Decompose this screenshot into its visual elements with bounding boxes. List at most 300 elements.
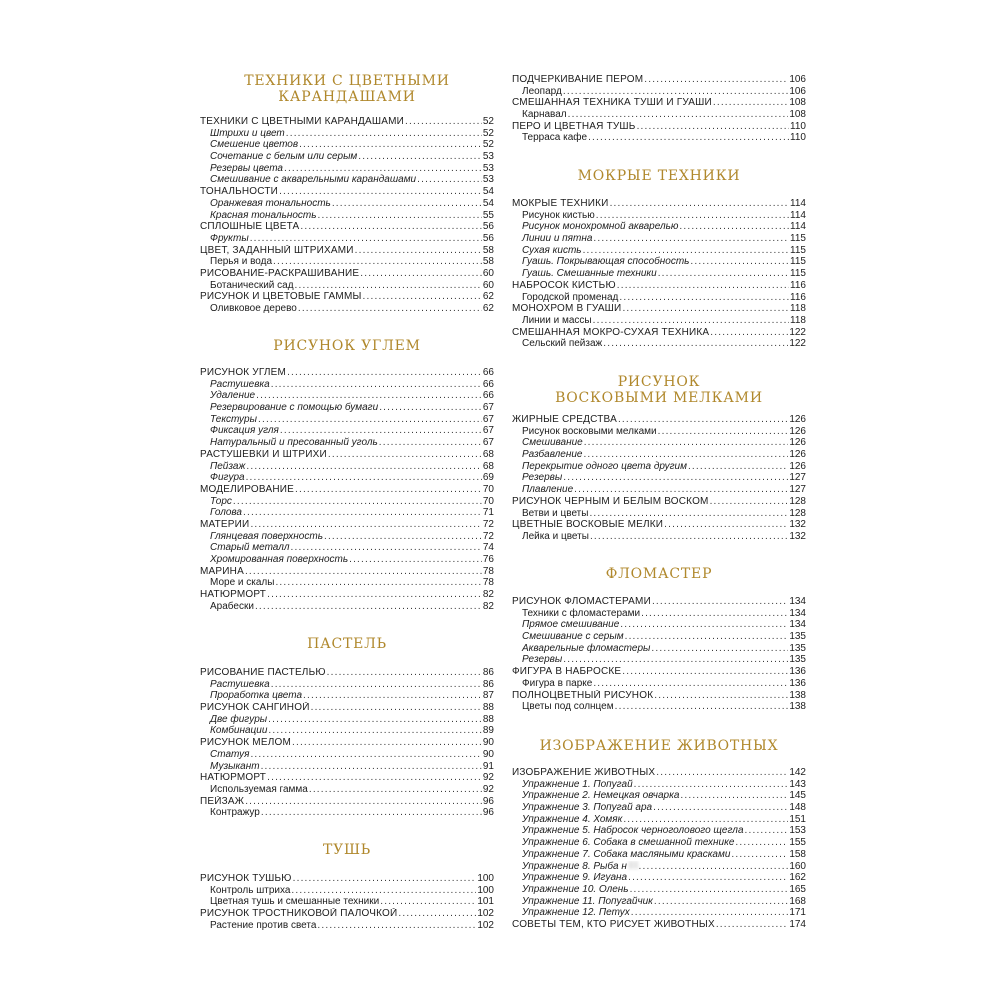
dot-leader bbox=[639, 861, 789, 873]
dot-leader bbox=[658, 268, 789, 280]
toc-entry-page: 138 bbox=[789, 701, 806, 713]
toc-entry[interactable] bbox=[200, 379, 494, 391]
toc-entry-label: Гуашь. Покрывающая способность bbox=[522, 256, 690, 268]
dot-leader bbox=[380, 896, 476, 908]
toc-entry-label: Торс bbox=[210, 495, 232, 507]
toc-entry[interactable] bbox=[512, 508, 806, 520]
toc-entry[interactable] bbox=[200, 796, 494, 808]
toc-entry-label: ТЕХНИКИ С ЦВЕТНЫМИ КАРАНДАШАМИ bbox=[200, 116, 405, 127]
toc-entry[interactable] bbox=[200, 233, 494, 245]
toc-entry-page: 108 bbox=[789, 97, 806, 109]
toc-entry-label: МАТЕРИИ bbox=[200, 518, 250, 530]
toc-entry-label: Смешивание bbox=[522, 437, 583, 449]
toc-entry-page: 70 bbox=[482, 495, 494, 507]
toc-entry[interactable] bbox=[200, 761, 494, 773]
toc-entry-label: Проработка цвета bbox=[210, 690, 303, 702]
dot-leader bbox=[622, 303, 789, 315]
toc-entry-page: 115 bbox=[790, 268, 806, 280]
toc-entry[interactable] bbox=[512, 315, 806, 327]
toc-entry[interactable] bbox=[200, 449, 494, 461]
toc-entry[interactable] bbox=[512, 97, 806, 109]
toc-entry-page: 54 bbox=[482, 186, 494, 198]
toc-entry-label: Резервирование с помощью бумаги bbox=[210, 402, 379, 414]
toc-entry[interactable] bbox=[200, 542, 494, 554]
toc-entry[interactable] bbox=[512, 596, 806, 608]
toc-entry[interactable] bbox=[512, 268, 806, 280]
toc-entry[interactable] bbox=[512, 849, 806, 861]
dot-leader bbox=[275, 577, 481, 589]
toc-entry[interactable] bbox=[200, 390, 494, 402]
toc-entry[interactable] bbox=[200, 198, 494, 210]
toc-entry[interactable] bbox=[512, 802, 806, 814]
dot-leader bbox=[615, 701, 789, 713]
toc-entry[interactable] bbox=[200, 896, 494, 908]
dot-leader bbox=[618, 414, 788, 426]
dot-leader bbox=[735, 837, 788, 849]
toc-entry-page: 143 bbox=[789, 778, 806, 790]
toc-entry[interactable] bbox=[200, 116, 494, 128]
toc-entry-label: Акварельные фломастеры bbox=[522, 642, 651, 654]
dot-leader bbox=[625, 631, 789, 643]
toc-entry[interactable] bbox=[512, 643, 806, 655]
toc-entry[interactable] bbox=[512, 837, 806, 849]
toc-entry-label: Упражнение 5. Набросок черноголового щегла bbox=[522, 825, 744, 837]
toc-entry-label: Упражнение 8. Рыба н bbox=[522, 860, 627, 872]
toc-entry[interactable] bbox=[200, 367, 494, 379]
section-title: ФЛОМАСТЕР bbox=[605, 566, 713, 582]
section-title: ПАСТЕЛЬ bbox=[307, 636, 387, 652]
toc-entry[interactable] bbox=[512, 608, 806, 620]
toc-entry[interactable] bbox=[200, 714, 494, 726]
toc-entry-label: Карнавал bbox=[522, 109, 567, 121]
toc-entry-page: 118 bbox=[790, 303, 806, 315]
toc-section bbox=[200, 667, 494, 819]
dot-leader bbox=[349, 554, 482, 566]
toc-entry-label: Упражнение 11. Попугайчик bbox=[522, 895, 653, 907]
toc-entry[interactable] bbox=[512, 825, 806, 837]
toc-entry[interactable] bbox=[200, 437, 494, 449]
toc-entry-label: Контражур bbox=[210, 807, 260, 819]
toc-entry[interactable] bbox=[200, 303, 494, 315]
dot-leader bbox=[563, 472, 788, 484]
toc-entry-label: ФИГУРА В НАБРОСКЕ bbox=[512, 666, 622, 678]
toc-entry-label: Городской променад bbox=[522, 291, 619, 303]
dot-leader bbox=[309, 784, 482, 796]
toc-entry[interactable] bbox=[200, 690, 494, 702]
dot-leader bbox=[298, 303, 482, 315]
toc-entry-label: МОКРЫЕ ТЕХНИКИ bbox=[512, 198, 609, 209]
dot-leader bbox=[250, 233, 482, 245]
toc-entry[interactable] bbox=[200, 256, 494, 268]
toc-entry[interactable] bbox=[200, 566, 494, 578]
toc-entry[interactable] bbox=[512, 233, 806, 245]
toc-entry-label: РАСТУШЕВКИ И ШТРИХИ bbox=[200, 448, 327, 460]
dot-leader bbox=[287, 367, 482, 379]
toc-entry-page: 114 bbox=[790, 209, 806, 221]
toc-entry-page: 174 bbox=[789, 918, 806, 930]
dot-leader bbox=[574, 484, 788, 496]
toc-entry[interactable] bbox=[512, 631, 806, 643]
dot-leader bbox=[644, 74, 788, 86]
toc-entry-label: Оранжевая тональность bbox=[210, 197, 331, 209]
toc-entry-page: 53 bbox=[482, 151, 494, 163]
toc-entry[interactable] bbox=[512, 779, 806, 791]
toc-entry-label: Оливковое дерево bbox=[210, 303, 297, 314]
toc-entry-label: Упражнение 4. Хомяк bbox=[522, 813, 623, 825]
toc-entry-page: 71 bbox=[482, 507, 494, 519]
toc-entry-page: 67 bbox=[482, 402, 494, 414]
toc-entry-page: 92 bbox=[482, 772, 494, 784]
toc-entry[interactable] bbox=[200, 601, 494, 613]
toc-section bbox=[200, 367, 494, 612]
toc-entry-page: 126 bbox=[789, 414, 806, 425]
dot-leader bbox=[631, 907, 789, 919]
dot-leader bbox=[593, 678, 788, 690]
toc-entry-page: 82 bbox=[482, 600, 494, 612]
toc-entry[interactable] bbox=[512, 654, 806, 666]
toc-entry[interactable] bbox=[512, 519, 806, 531]
toc-entry[interactable] bbox=[512, 414, 806, 426]
toc-entry[interactable] bbox=[512, 280, 806, 292]
toc-entry-label: ТОНАЛЬНОСТИ bbox=[200, 186, 279, 198]
toc-entry[interactable] bbox=[512, 907, 806, 919]
toc-entry-label: Разбавление bbox=[522, 449, 583, 461]
toc-entry[interactable] bbox=[512, 531, 806, 543]
toc-entry-label: Линии и массы bbox=[522, 314, 592, 326]
toc-section bbox=[200, 873, 494, 931]
toc-entry-page: 58 bbox=[482, 256, 494, 268]
dot-leader bbox=[656, 767, 788, 779]
dot-leader bbox=[358, 151, 482, 163]
toc-entry[interactable] bbox=[512, 484, 806, 496]
toc-entry[interactable] bbox=[200, 589, 494, 601]
dot-leader bbox=[584, 437, 789, 449]
toc-entry[interactable] bbox=[512, 690, 806, 702]
toc-entry-label: Фигура в парке bbox=[522, 677, 593, 689]
toc-entry-page: 115 bbox=[790, 233, 806, 245]
toc-entry[interactable] bbox=[200, 807, 494, 819]
toc-entry[interactable] bbox=[512, 327, 806, 339]
toc-entry-label: ПОЛНОЦВЕТНЫЙ РИСУНОК bbox=[512, 689, 654, 701]
toc-entry-page: 96 bbox=[482, 795, 494, 807]
toc-entry-page: 132 bbox=[789, 519, 806, 531]
toc-entry-page: 127 bbox=[789, 484, 806, 496]
dot-leader bbox=[280, 425, 482, 437]
dot-leader bbox=[653, 802, 788, 814]
toc-entry[interactable] bbox=[512, 256, 806, 268]
toc-entry[interactable] bbox=[512, 86, 806, 98]
toc-entry-page: 106 bbox=[789, 85, 806, 97]
toc-entry-page: 126 bbox=[789, 460, 806, 472]
toc-entry[interactable] bbox=[200, 268, 494, 280]
toc-entry[interactable] bbox=[512, 861, 806, 873]
toc-entry[interactable] bbox=[512, 678, 806, 690]
dot-leader bbox=[622, 666, 788, 678]
dot-leader bbox=[654, 896, 788, 908]
toc-entry[interactable] bbox=[200, 280, 494, 292]
dot-leader bbox=[679, 221, 789, 233]
toc-entry-label: РИСУНОК ФЛОМАСТЕРАМИ bbox=[512, 596, 651, 607]
toc-entry-label: Рисунок монохромной акварелью bbox=[522, 221, 679, 233]
toc-entry-page: 52 bbox=[482, 127, 494, 139]
toc-entry-label: РИСУНОК МЕЛОМ bbox=[200, 737, 291, 749]
toc-entry[interactable] bbox=[200, 139, 494, 151]
toc-entry[interactable] bbox=[512, 74, 806, 86]
dot-leader bbox=[745, 825, 789, 837]
blurred-text bbox=[629, 861, 638, 869]
toc-entry[interactable] bbox=[200, 291, 494, 303]
toc-entry[interactable] bbox=[512, 449, 806, 461]
toc-entry-label: РИСУНОК ТРОСТНИКОВОЙ ПАЛОЧКОЙ bbox=[200, 908, 398, 920]
toc-entry[interactable] bbox=[200, 679, 494, 691]
toc-entry[interactable] bbox=[512, 472, 806, 484]
toc-entry[interactable] bbox=[200, 554, 494, 566]
toc-entry[interactable] bbox=[200, 908, 494, 920]
toc-entry-label: РИСОВАНИЕ-РАСКРАШИВАНИЕ bbox=[200, 267, 360, 279]
dot-leader bbox=[291, 542, 482, 554]
dot-leader bbox=[250, 519, 481, 531]
toc-entry[interactable] bbox=[512, 221, 806, 233]
toc-entry-page: 74 bbox=[482, 542, 494, 554]
toc-entry-page: 115 bbox=[790, 244, 806, 256]
toc-entry-page: 102 bbox=[477, 919, 494, 931]
toc-entry[interactable] bbox=[512, 872, 806, 884]
dot-leader bbox=[273, 256, 482, 268]
toc-section bbox=[512, 198, 806, 350]
toc-entry[interactable] bbox=[512, 132, 806, 144]
dot-leader bbox=[563, 654, 788, 666]
dot-leader bbox=[293, 873, 477, 885]
toc-entry[interactable] bbox=[512, 437, 806, 449]
toc-entry-page: 134 bbox=[789, 619, 806, 631]
toc-entry-label: ПОДЧЕРКИВАНИЕ ПЕРОМ bbox=[512, 74, 644, 85]
toc-entry[interactable] bbox=[512, 790, 806, 802]
toc-entry-page: 126 bbox=[789, 437, 806, 449]
toc-entry-page: 90 bbox=[482, 748, 494, 760]
toc-entry[interactable] bbox=[200, 667, 494, 679]
dot-leader bbox=[324, 531, 482, 543]
toc-entry[interactable] bbox=[512, 619, 806, 631]
toc-entry[interactable] bbox=[512, 292, 806, 304]
toc-section bbox=[200, 116, 494, 315]
toc-entry[interactable] bbox=[200, 885, 494, 897]
toc-entry-label: Комбинации bbox=[210, 725, 268, 737]
toc-entry-label: НАТЮРМОРТ bbox=[200, 772, 267, 784]
toc-entry[interactable] bbox=[512, 814, 806, 826]
toc-entry[interactable] bbox=[200, 749, 494, 761]
dot-leader bbox=[295, 280, 482, 292]
toc-entry-label: Смешение цветов bbox=[210, 139, 299, 151]
toc-entry-page: 90 bbox=[482, 737, 494, 749]
toc-entry-label: Фигура bbox=[210, 472, 245, 484]
toc-entry-page: 66 bbox=[482, 378, 494, 390]
toc-entry[interactable] bbox=[512, 198, 806, 210]
dot-leader bbox=[583, 245, 789, 257]
toc-entry[interactable] bbox=[200, 472, 494, 484]
dot-leader bbox=[690, 256, 789, 268]
toc-entry[interactable] bbox=[200, 174, 494, 186]
toc-entry-label: Резервы цвета bbox=[210, 162, 283, 174]
toc-entry-page: 53 bbox=[482, 162, 494, 174]
toc-entry[interactable] bbox=[512, 338, 806, 350]
toc-entry[interactable] bbox=[512, 245, 806, 257]
toc-entry-page: 155 bbox=[789, 837, 806, 849]
toc-entry[interactable] bbox=[512, 884, 806, 896]
toc-entry-label: МАРИНА bbox=[200, 565, 244, 577]
toc-entry-label: СОВЕТЫ ТЕМ, КТО РИСУЕТ ЖИВОТНЫХ bbox=[512, 918, 715, 930]
toc-entry[interactable] bbox=[512, 426, 806, 438]
toc-entry[interactable] bbox=[200, 151, 494, 163]
toc-entry[interactable] bbox=[200, 784, 494, 796]
dot-leader bbox=[261, 807, 482, 819]
toc-entry-page: 158 bbox=[789, 848, 806, 860]
toc-entry-label: Резервы bbox=[522, 654, 563, 666]
dot-leader bbox=[279, 186, 482, 198]
toc-entry-label: Упражнение 9. Игуана bbox=[522, 872, 628, 884]
toc-entry[interactable] bbox=[512, 210, 806, 222]
toc-entry[interactable] bbox=[200, 210, 494, 222]
toc-entry[interactable] bbox=[512, 121, 806, 133]
toc-entry-page: 110 bbox=[790, 120, 806, 132]
dot-leader bbox=[623, 814, 788, 826]
toc-entry-page: 134 bbox=[789, 607, 806, 619]
dot-leader bbox=[267, 589, 482, 601]
dot-leader bbox=[619, 292, 789, 304]
toc-entry[interactable] bbox=[200, 163, 494, 175]
toc-entry[interactable] bbox=[512, 767, 806, 779]
toc-entry[interactable] bbox=[512, 919, 806, 931]
toc-entry[interactable] bbox=[200, 577, 494, 589]
toc-entry-page: 114 bbox=[790, 198, 806, 209]
toc-entry-label: СМЕШАННАЯ ТЕХНИКА ТУШИ И ГУАШИ bbox=[512, 97, 712, 109]
section-title: РИСУНОК ВОСКОВЫМИ МЕЛКАМИ bbox=[555, 374, 763, 406]
dot-leader bbox=[658, 426, 789, 438]
dot-leader bbox=[603, 338, 788, 350]
toc-entry-label: Красная тональность bbox=[210, 209, 317, 221]
toc-entry-page: 102 bbox=[477, 908, 494, 920]
toc-entry-page: 151 bbox=[789, 813, 806, 825]
toc-entry[interactable] bbox=[512, 896, 806, 908]
toc-entry-label: ИЗОБРАЖЕНИЕ ЖИВОТНЫХ bbox=[512, 767, 656, 778]
toc-entry[interactable] bbox=[200, 519, 494, 531]
dot-leader bbox=[716, 919, 789, 931]
toc-entry-label: Упражнение 7. Собака масляными красками bbox=[522, 848, 731, 860]
dot-leader bbox=[610, 198, 789, 210]
dot-leader bbox=[246, 472, 482, 484]
toc-entry-page: 67 bbox=[482, 413, 494, 425]
toc-entry[interactable] bbox=[512, 496, 806, 508]
toc-entry-label: НАБРОСОК КИСТЬЮ bbox=[512, 279, 616, 291]
dot-leader bbox=[588, 132, 789, 144]
toc-entry[interactable] bbox=[200, 186, 494, 198]
dot-leader bbox=[258, 414, 482, 426]
toc-entry-label: Сочетание с белым или серым bbox=[210, 151, 358, 163]
toc-entry-label: Цветы под солнцем bbox=[522, 701, 614, 713]
toc-entry[interactable] bbox=[200, 531, 494, 543]
toc-entry-page: 54 bbox=[482, 197, 494, 209]
toc-entry[interactable] bbox=[200, 873, 494, 885]
toc-entry-label: Фиксация угля bbox=[210, 425, 279, 437]
toc-entry[interactable] bbox=[200, 702, 494, 714]
toc-section bbox=[512, 596, 806, 713]
toc-entry-label: Фрукты bbox=[210, 232, 249, 244]
dot-leader bbox=[291, 885, 476, 897]
toc-entry-label: СПЛОШНЫЕ ЦВЕТА bbox=[200, 221, 300, 233]
toc-entry-page: 118 bbox=[790, 314, 806, 326]
toc-entry-page: 135 bbox=[789, 642, 806, 654]
dot-leader bbox=[303, 690, 482, 702]
toc-entry[interactable] bbox=[200, 402, 494, 414]
toc-entry-label: Техники с фломастерами bbox=[522, 607, 641, 619]
toc-entry[interactable] bbox=[200, 920, 494, 932]
toc-entry[interactable] bbox=[200, 414, 494, 426]
toc-entry-page: 101 bbox=[477, 896, 494, 908]
toc-entry[interactable] bbox=[200, 221, 494, 233]
toc-entry-page: 87 bbox=[482, 690, 494, 702]
toc-entry[interactable] bbox=[200, 507, 494, 519]
toc-entry-page: 138 bbox=[789, 689, 806, 701]
toc-entry[interactable] bbox=[200, 772, 494, 784]
toc-entry-page: 56 bbox=[482, 232, 494, 244]
dot-leader bbox=[284, 163, 482, 175]
dot-leader bbox=[617, 280, 789, 292]
dot-leader bbox=[355, 245, 482, 257]
toc-entry-page: 142 bbox=[789, 767, 806, 778]
toc-entry[interactable] bbox=[512, 461, 806, 473]
toc-entry-label: Море и скалы bbox=[210, 577, 275, 589]
toc-entry-page: 122 bbox=[789, 326, 806, 338]
toc-entry[interactable] bbox=[200, 461, 494, 473]
toc-entry-page: 162 bbox=[789, 872, 806, 884]
toc-entry[interactable] bbox=[200, 725, 494, 737]
dot-leader bbox=[327, 667, 482, 679]
toc-entry-label: РИСУНОК САНГИНОЙ bbox=[200, 702, 310, 714]
toc-entry-page: 132 bbox=[789, 530, 806, 542]
toc-entry-page: 78 bbox=[482, 577, 494, 589]
dot-leader bbox=[651, 643, 788, 655]
dot-leader bbox=[596, 210, 789, 222]
toc-entry-page: 82 bbox=[482, 589, 494, 601]
toc-entry-label: Упражнение 12. Петух bbox=[522, 907, 630, 919]
toc-entry[interactable] bbox=[512, 666, 806, 678]
toc-entry-label: Резервы bbox=[522, 472, 563, 484]
dot-leader bbox=[379, 437, 482, 449]
toc-entry-label: Упражнение 6. Собака в смешанной технике bbox=[522, 837, 735, 849]
toc-entry[interactable] bbox=[200, 737, 494, 749]
toc-entry[interactable] bbox=[512, 701, 806, 713]
toc-entry[interactable] bbox=[200, 484, 494, 496]
toc-entry-label: Контроль штриха bbox=[210, 884, 291, 896]
toc-entry[interactable] bbox=[512, 109, 806, 121]
dot-leader bbox=[267, 772, 482, 784]
toc-entry[interactable] bbox=[200, 496, 494, 508]
toc-entry-page: 78 bbox=[482, 565, 494, 577]
toc-entry[interactable] bbox=[200, 425, 494, 437]
toc-entry[interactable] bbox=[200, 128, 494, 140]
toc-entry-label: Растение против света bbox=[210, 919, 317, 931]
toc-entry-label: Арабески bbox=[210, 600, 254, 612]
dot-leader bbox=[405, 116, 482, 128]
toc-entry-page: 145 bbox=[789, 790, 806, 802]
toc-entry-label: МОДЕЛИРОВАНИЕ bbox=[200, 483, 294, 495]
toc-entry[interactable] bbox=[200, 245, 494, 257]
dot-leader bbox=[628, 872, 788, 884]
toc-entry[interactable] bbox=[512, 303, 806, 315]
toc-entry-label: Растушевка bbox=[210, 378, 270, 390]
toc-entry-page: 171 bbox=[789, 907, 806, 919]
dot-leader bbox=[286, 128, 482, 140]
toc-entry-page: 153 bbox=[789, 825, 806, 837]
